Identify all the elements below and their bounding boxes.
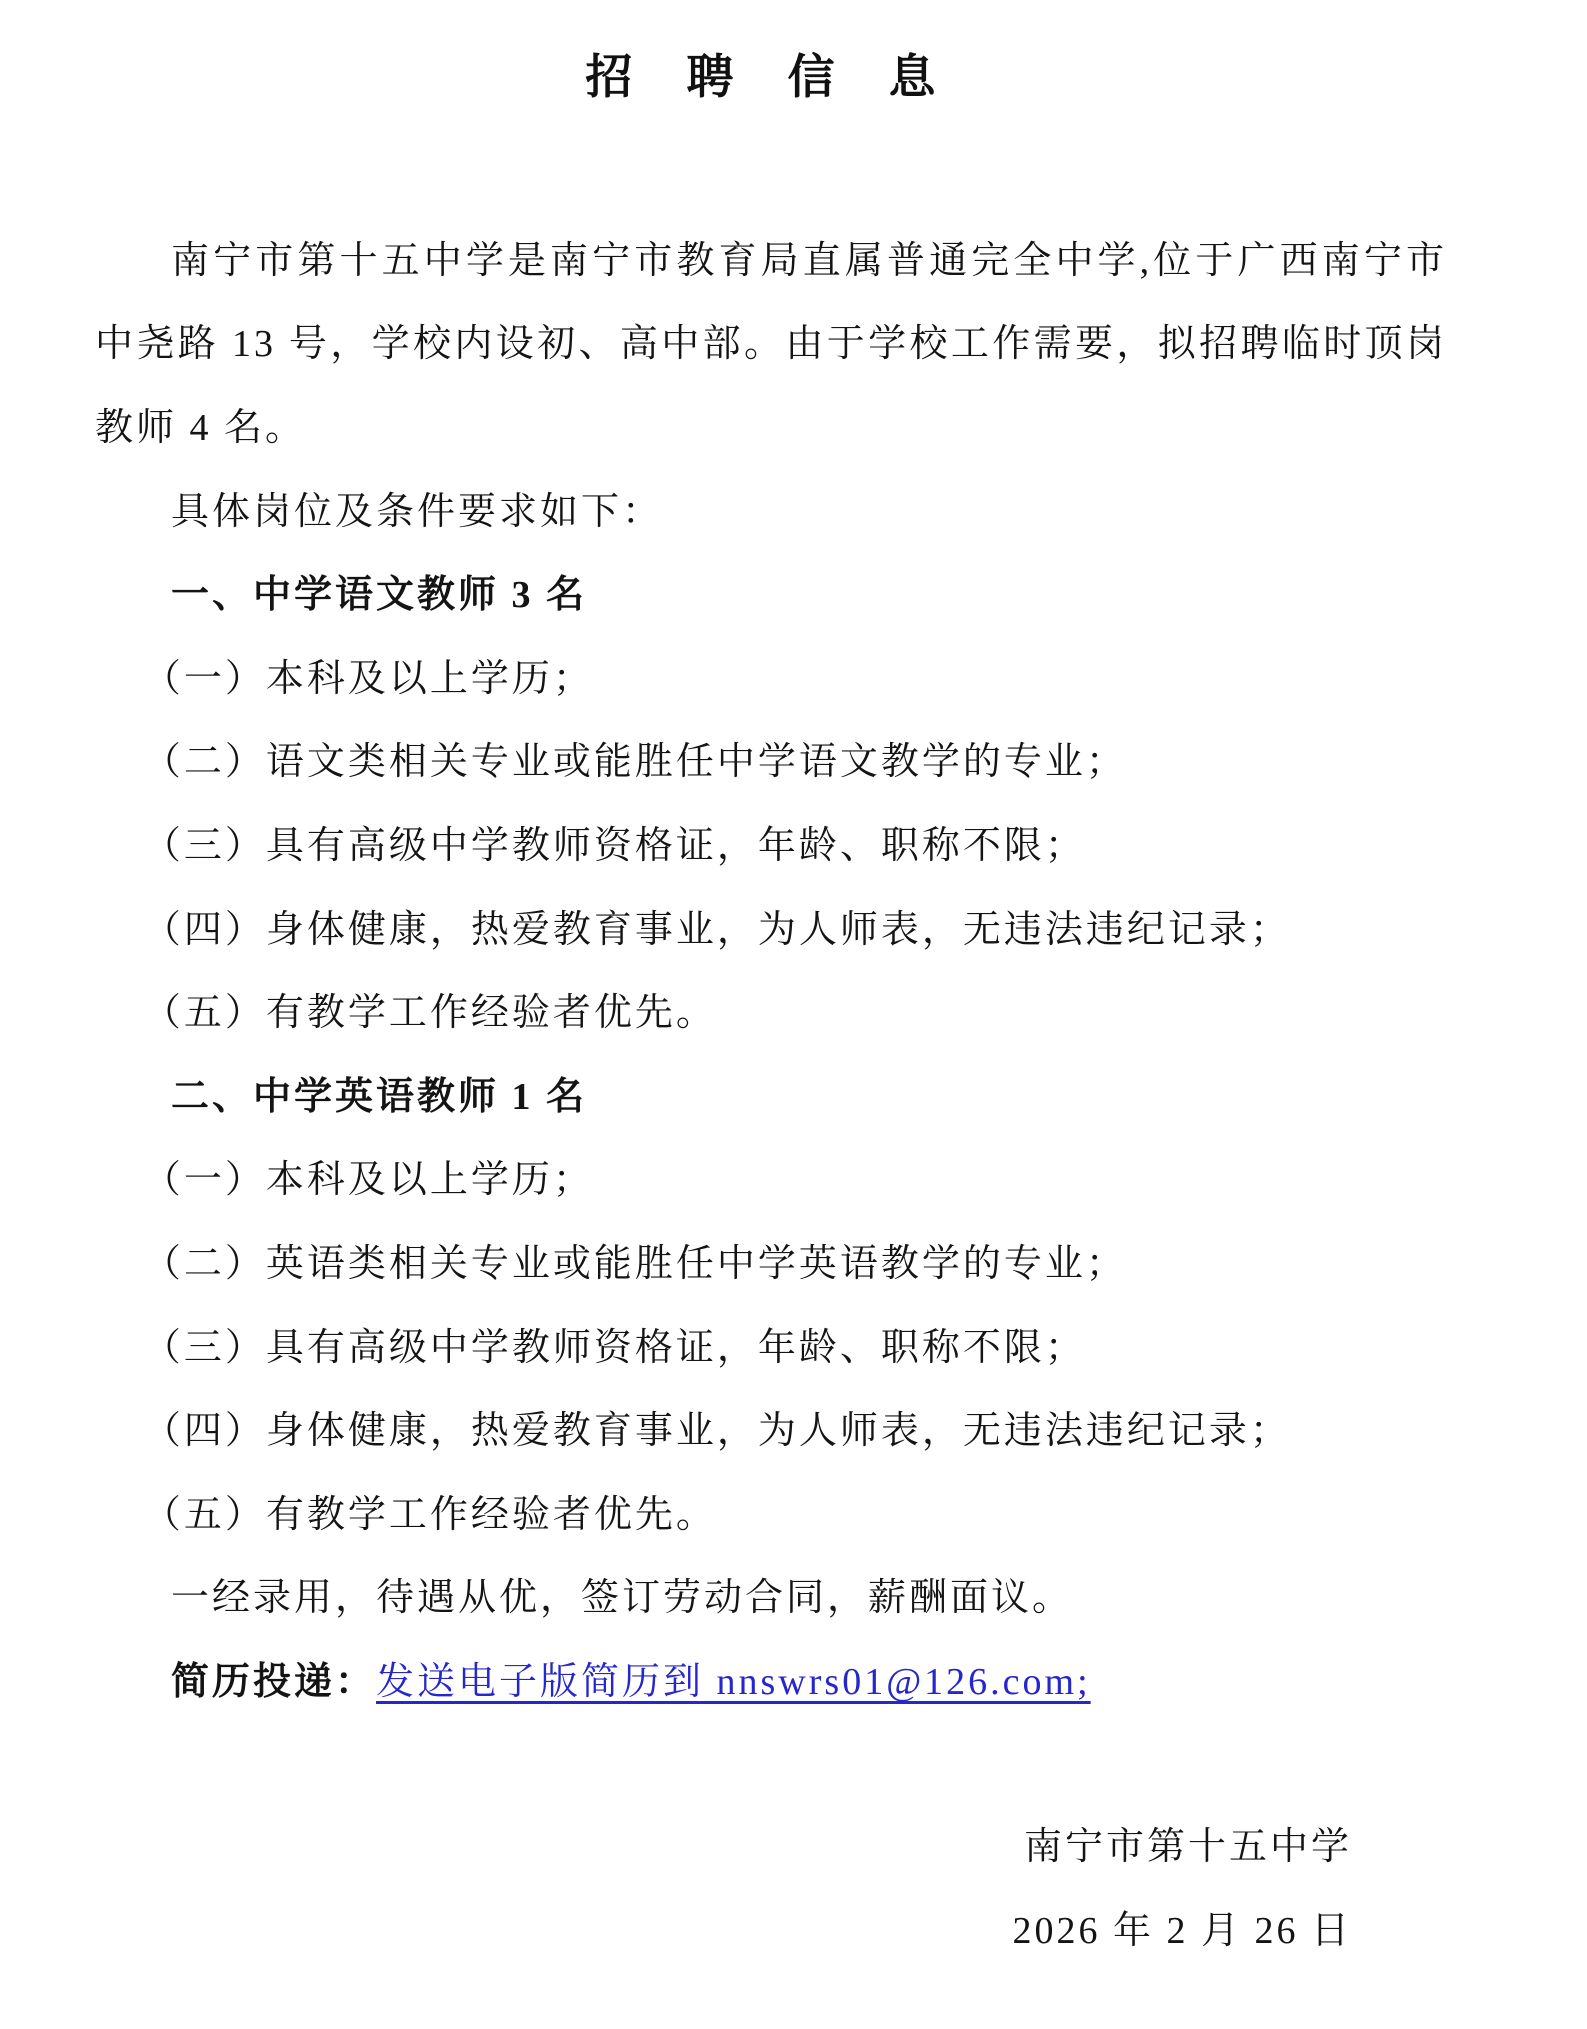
requirements-lead: 具体岗位及条件要求如下： [171, 490, 664, 533]
resume-email-link[interactable]: 发送电子版简历到 nnswrs01@126.com; [376, 1660, 1091, 1703]
signature-date: 2026 年 2 月 26 日 [1012, 1910, 1352, 1953]
section-2-heading: 二、中学英语教师 1 名 [171, 1075, 588, 1118]
section-1-item-2: （二）语文类相关专业或能胜任中学语文教学的专业； [142, 741, 1127, 784]
section-2-item-1: （一）本科及以上学历； [142, 1159, 594, 1202]
resume-line [95, 1641, 1447, 1725]
section-1-item-3: （三）具有高级中学教师资格证，年龄、职称不限； [142, 824, 1086, 867]
offer-line: 一经录用，待遇从优，签订劳动合同，薪酬面议。 [171, 1577, 1074, 1620]
section-2-item-5: （五）有教学工作经验者优先。 [142, 1493, 717, 1536]
section-1-item-4: （四）身体健康，热爱教育事业，为人师表，无违法违纪记录； [142, 908, 1291, 951]
intro-paragraph: 南宁市第十五中学是南宁市教育局直属普通完全中学,位于广西南宁市中尧路 13 号，学校内设初、高中部。由于学校工作需要，拟招聘临时顶岗教师 4 名。 [95, 239, 1447, 449]
section-1-item-1: （一）本科及以上学历； [142, 657, 594, 700]
section-2-item-2: （二）英语类相关专业或能胜任中学英语教学的专业； [142, 1242, 1127, 1285]
document-title: 招 聘 信 息 [585, 52, 957, 104]
section-1-heading: 一、中学语文教师 3 名 [171, 574, 588, 617]
resume-label: 简历投递： [171, 1660, 377, 1703]
section-2-item-4: （四）身体健康，热爱教育事业，为人师表，无违法违纪记录； [142, 1410, 1291, 1453]
signature-school: 南宁市第十五中学 [1023, 1826, 1352, 1869]
signature-block [95, 1806, 1447, 1973]
document-body [95, 220, 1447, 1725]
section-1-item-5: （五）有教学工作经验者优先。 [142, 992, 717, 1035]
section-2-item-3: （三）具有高级中学教师资格证，年龄、职称不限； [142, 1326, 1086, 1369]
